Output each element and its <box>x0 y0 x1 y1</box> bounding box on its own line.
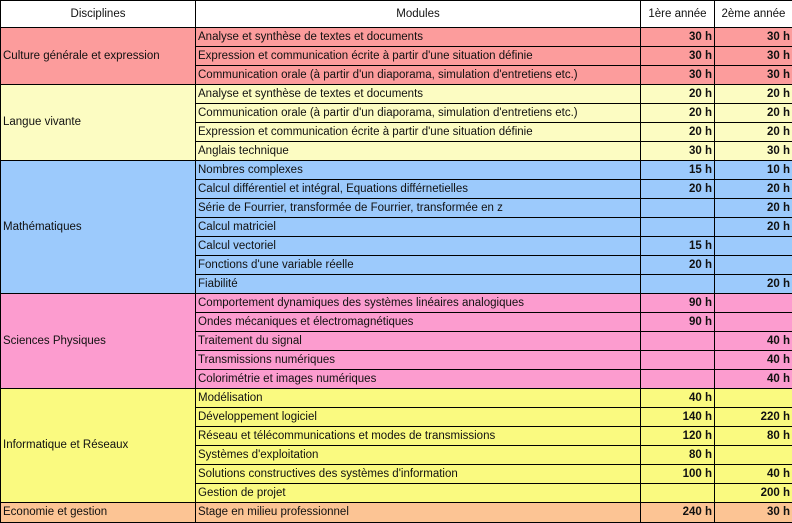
module-cell: Calcul vectoriel <box>196 237 641 256</box>
discipline-cell: Informatique et Réseaux <box>1 389 196 503</box>
year1-hours-cell: 90 h <box>641 313 715 332</box>
year1-hours-cell <box>641 199 715 218</box>
year2-hours-cell: 30 h <box>715 28 792 47</box>
year2-hours-cell: 10 h <box>715 161 792 180</box>
year1-hours-cell: 120 h <box>641 427 715 446</box>
module-cell: Solutions constructives des systèmes d'information <box>196 465 641 484</box>
year2-hours-cell: 40 h <box>715 351 792 370</box>
year1-hours-cell: 20 h <box>641 104 715 123</box>
module-cell: Modélisation <box>196 389 641 408</box>
year1-hours-cell: 15 h <box>641 161 715 180</box>
year2-hours-cell: 30 h <box>715 47 792 66</box>
year1-hours-cell: 30 h <box>641 47 715 66</box>
year1-hours-cell <box>641 332 715 351</box>
module-cell: Nombres complexes <box>196 161 641 180</box>
table-body <box>1 28 792 523</box>
year2-hours-cell <box>715 294 792 313</box>
year1-hours-cell <box>641 370 715 389</box>
module-cell: Expression et communication écrite à partir d'une situation définie <box>196 47 641 66</box>
year2-hours-cell: 30 h <box>715 66 792 85</box>
year2-hours-cell <box>715 313 792 332</box>
module-cell: Anglais technique <box>196 142 641 161</box>
module-cell: Calcul différentiel et intégral, Equations différnetielles <box>196 180 641 199</box>
module-cell: Gestion de projet <box>196 484 641 503</box>
discipline-cell: Culture générale et expression <box>1 28 196 85</box>
year2-hours-cell: 40 h <box>715 465 792 484</box>
header-disciplines: Disciplines <box>1 1 196 28</box>
year1-hours-cell <box>641 351 715 370</box>
module-cell: Traitement du signal <box>196 332 641 351</box>
module-cell: Transmissions numériques <box>196 351 641 370</box>
year2-hours-cell <box>715 256 792 275</box>
year2-hours-cell: 40 h <box>715 332 792 351</box>
year1-hours-cell: 20 h <box>641 256 715 275</box>
year1-hours-cell: 30 h <box>641 28 715 47</box>
year1-hours-cell: 90 h <box>641 294 715 313</box>
module-cell: Développement logiciel <box>196 408 641 427</box>
module-cell: Ondes mécaniques et électromagnétiques <box>196 313 641 332</box>
discipline-cell: Langue vivante <box>1 85 196 161</box>
table-row <box>1 389 792 408</box>
year2-hours-cell: 20 h <box>715 199 792 218</box>
year2-hours-cell: 220 h <box>715 408 792 427</box>
year2-hours-cell: 20 h <box>715 85 792 104</box>
module-cell: Colorimétrie et images numériques <box>196 370 641 389</box>
module-cell: Fiabilité <box>196 275 641 294</box>
module-cell: Analyse et synthèse de textes et documents <box>196 85 641 104</box>
table-row <box>1 85 792 104</box>
module-cell: Analyse et synthèse de textes et documents <box>196 28 641 47</box>
year2-hours-cell <box>715 237 792 256</box>
year1-hours-cell: 240 h <box>641 503 715 523</box>
year1-hours-cell: 100 h <box>641 465 715 484</box>
table-row <box>1 503 792 523</box>
module-cell: Stage en milieu professionnel <box>196 503 641 523</box>
module-cell: Communication orale (à partir d'un diaporama, simulation d'entretiens etc.) <box>196 104 641 123</box>
header-year2: 2ème année <box>715 1 792 28</box>
table-row <box>1 161 792 180</box>
header-modules: Modules <box>196 1 641 28</box>
year1-hours-cell: 20 h <box>641 85 715 104</box>
year2-hours-cell: 20 h <box>715 180 792 199</box>
year1-hours-cell: 30 h <box>641 142 715 161</box>
module-cell: Calcul matriciel <box>196 218 641 237</box>
year2-hours-cell: 20 h <box>715 104 792 123</box>
year2-hours-cell: 20 h <box>715 123 792 142</box>
module-cell: Série de Fourrier, transformée de Fourrier, transformée en z <box>196 199 641 218</box>
table-row <box>1 28 792 47</box>
module-cell: Fonctions d'une variable réelle <box>196 256 641 275</box>
module-cell: Expression et communication écrite à partir d'une situation définie <box>196 123 641 142</box>
year2-hours-cell: 30 h <box>715 503 792 523</box>
discipline-cell: Economie et gestion <box>1 503 196 523</box>
year1-hours-cell: 20 h <box>641 123 715 142</box>
year2-hours-cell: 30 h <box>715 142 792 161</box>
year1-hours-cell: 20 h <box>641 180 715 199</box>
year1-hours-cell: 30 h <box>641 66 715 85</box>
discipline-cell: Mathématiques <box>1 161 196 294</box>
year1-hours-cell: 40 h <box>641 389 715 408</box>
table-row <box>1 294 792 313</box>
year1-hours-cell <box>641 484 715 503</box>
year2-hours-cell <box>715 389 792 408</box>
year2-hours-cell: 20 h <box>715 218 792 237</box>
year2-hours-cell: 40 h <box>715 370 792 389</box>
year2-hours-cell: 20 h <box>715 275 792 294</box>
year1-hours-cell: 80 h <box>641 446 715 465</box>
year2-hours-cell: 80 h <box>715 427 792 446</box>
year2-hours-cell: 200 h <box>715 484 792 503</box>
discipline-cell: Sciences Physiques <box>1 294 196 389</box>
header-row <box>1 1 792 28</box>
year1-hours-cell <box>641 218 715 237</box>
year1-hours-cell: 15 h <box>641 237 715 256</box>
year1-hours-cell: 140 h <box>641 408 715 427</box>
year2-hours-cell <box>715 446 792 465</box>
header-year1: 1ère année <box>641 1 715 28</box>
module-cell: Réseau et télécommunications et modes de transmissions <box>196 427 641 446</box>
module-cell: Systèmes d'exploitation <box>196 446 641 465</box>
year1-hours-cell <box>641 275 715 294</box>
module-cell: Communication orale (à partir d'un diaporama, simulation d'entretiens etc.) <box>196 66 641 85</box>
module-cell: Comportement dynamiques des systèmes linéaires analogiques <box>196 294 641 313</box>
